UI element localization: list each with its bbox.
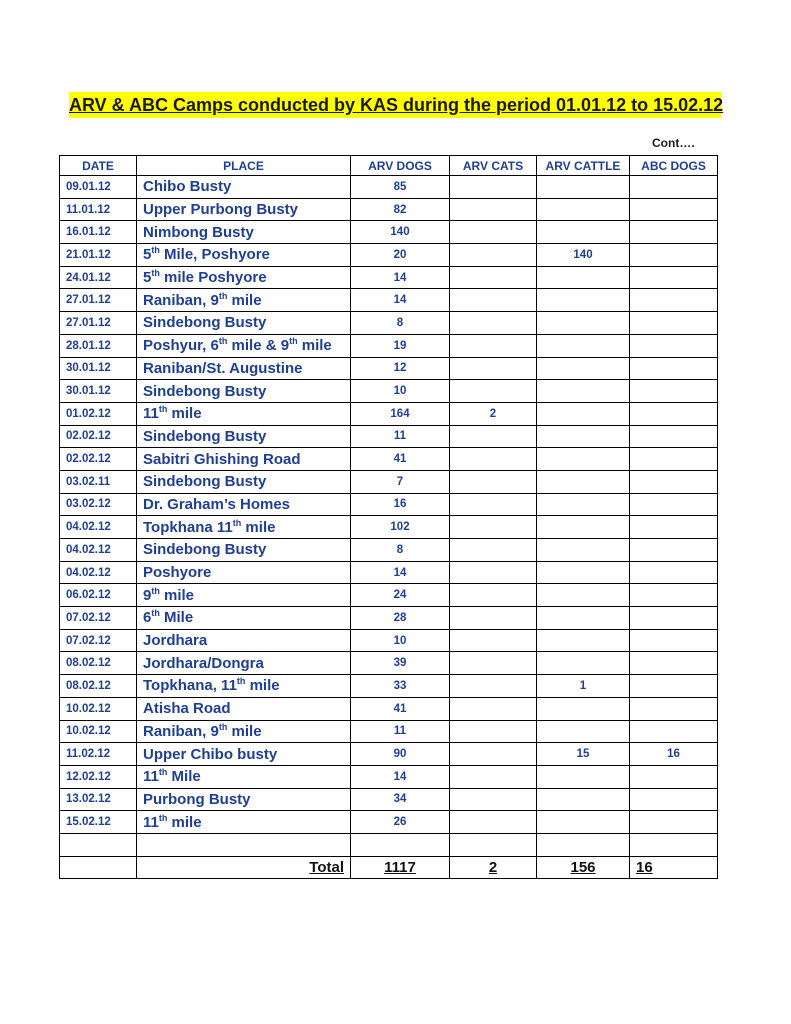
arv-cattle-cell [537,176,630,199]
place-cell [137,198,351,221]
arv-cats-cell [450,765,537,788]
table-row [60,266,718,289]
abc-dogs-cell [630,516,718,539]
arv-cattle-cell [537,312,630,335]
place-cell [137,652,351,675]
abc-dogs-cell [630,811,718,834]
arv-dogs-cell: 12 [351,357,450,380]
arv-dogs-cell: 82 [351,198,450,221]
table-row [60,312,718,335]
place-cell [137,539,351,562]
date-cell: 13.02.12 [60,788,137,811]
date-cell: 04.02.12 [60,516,137,539]
arv-dogs-cell: 28 [351,607,450,630]
place-cell [137,470,351,493]
place-text: mile [227,291,262,309]
arv-cats-cell [450,675,537,698]
arv-cats-cell [450,493,537,516]
place-text: mile & 9 [227,337,290,355]
header-arv-cattle: ARV CATTLE [537,156,630,176]
arv-cattle-cell [537,198,630,221]
arv-cats-cell [450,539,537,562]
abc-dogs-cell [630,402,718,425]
table-row [60,221,718,244]
place-text: mile [241,518,276,536]
date-cell: 08.02.12 [60,652,137,675]
place-cell [137,743,351,766]
arv-cattle-cell: 1 [537,675,630,698]
arv-cattle-cell [537,584,630,607]
arv-cattle-cell [537,629,630,652]
place-text: Atisha Road [143,700,231,718]
date-cell: 07.02.12 [60,607,137,630]
place-cell [137,334,351,357]
table-row [60,811,718,834]
arv-cats-cell [450,788,537,811]
camps-table [59,155,718,879]
place-text: Sindebong Busty [143,541,267,559]
place-cell [137,584,351,607]
arv-cats-cell [450,176,537,199]
table-row [60,425,718,448]
place-text: Jordhara/Dongra [143,654,264,672]
arv-cattle-cell [537,607,630,630]
date-cell: 30.01.12 [60,357,137,380]
arv-dogs-cell: 39 [351,652,450,675]
abc-dogs-cell [630,425,718,448]
date-cell: 27.01.12 [60,289,137,312]
ordinal-suffix: th [236,676,246,687]
place-text: Topkhana, 11 [143,677,237,695]
arv-cats-cell [450,289,537,312]
place-text: Nimbong Busty [143,223,254,241]
total-abc-dogs: 16 [630,856,718,878]
arv-dogs-cell: 26 [351,811,450,834]
date-cell: 06.02.12 [60,584,137,607]
ordinal-suffix: th [232,517,242,528]
place-cell [137,402,351,425]
place-text: Sindebong Busty [143,473,267,491]
abc-dogs-cell [630,448,718,471]
table-row [60,539,718,562]
place-text: Raniban, 9 [143,291,219,309]
place-cell [137,448,351,471]
date-cell: 30.01.12 [60,380,137,403]
arv-cattle-cell [537,357,630,380]
arv-dogs-cell: 19 [351,334,450,357]
date-cell: 02.02.12 [60,425,137,448]
abc-dogs-cell [630,652,718,675]
place-cell [137,516,351,539]
arv-cats-cell [450,244,537,267]
date-cell: 21.01.12 [60,244,137,267]
table-row [60,629,718,652]
date-cell: 01.02.12 [60,402,137,425]
date-cell: 28.01.12 [60,334,137,357]
arv-dogs-cell: 8 [351,312,450,335]
place-text: 11 [143,405,159,423]
arv-cats-cell [450,470,537,493]
place-text: Sabitri Ghishing Road [143,450,301,468]
arv-dogs-cell: 11 [351,425,450,448]
table-row [60,765,718,788]
arv-dogs-cell: 10 [351,629,450,652]
arv-cats-cell [450,380,537,403]
table-row [60,516,718,539]
arv-dogs-cell: 14 [351,765,450,788]
place-text: mile [227,722,262,740]
arv-cats-cell [450,357,537,380]
table-row [60,561,718,584]
total-arv-cats: 2 [450,856,537,878]
arv-cattle-cell [537,470,630,493]
arv-cats-cell [450,266,537,289]
arv-dogs-cell: 16 [351,493,450,516]
header-arv-dogs: ARV DOGS [351,156,450,176]
arv-cattle-cell [537,539,630,562]
arv-cats-cell [450,312,537,335]
arv-dogs-cell: 24 [351,584,450,607]
arv-dogs-cell: 140 [351,221,450,244]
table-row [60,198,718,221]
arv-cats-cell [450,697,537,720]
date-cell: 04.02.12 [60,561,137,584]
ordinal-suffix: th [158,404,168,415]
arv-dogs-cell: 33 [351,675,450,698]
abc-dogs-cell [630,607,718,630]
place-text: mile [297,337,332,355]
place-cell [137,289,351,312]
place-text: Chibo Busty [143,178,232,196]
header-date: DATE [60,156,137,176]
ordinal-suffix: th [158,812,168,823]
arv-cattle-cell: 15 [537,743,630,766]
place-text: Raniban/St. Augustine [143,359,303,377]
abc-dogs-cell [630,561,718,584]
place-text: Mile [167,768,201,786]
date-cell: 11.02.12 [60,743,137,766]
arv-cattle-cell [537,765,630,788]
abc-dogs-cell [630,697,718,720]
abc-dogs-cell [630,266,718,289]
table-row [60,697,718,720]
abc-dogs-cell [630,765,718,788]
arv-cattle-cell [537,289,630,312]
date-cell: 04.02.12 [60,539,137,562]
abc-dogs-cell [630,334,718,357]
table-row [60,743,718,766]
arv-cats-cell [450,221,537,244]
arv-cats-cell [450,425,537,448]
ordinal-suffix: th [218,336,228,347]
ordinal-suffix: th [151,245,160,256]
arv-dogs-cell: 8 [351,539,450,562]
place-cell [137,629,351,652]
date-cell: 09.01.12 [60,176,137,199]
arv-cattle-cell [537,561,630,584]
arv-cattle-cell [537,833,630,856]
arv-dogs-cell: 14 [351,289,450,312]
arv-cattle-cell [537,720,630,743]
place-cell [137,425,351,448]
abc-dogs-cell [630,788,718,811]
date-cell: 08.02.12 [60,675,137,698]
arv-cats-cell [450,629,537,652]
date-cell: 03.02.11 [60,470,137,493]
place-cell [137,720,351,743]
abc-dogs-cell [630,470,718,493]
abc-dogs-cell [630,380,718,403]
abc-dogs-cell [630,675,718,698]
arv-cattle-cell [537,266,630,289]
arv-cattle-cell [537,334,630,357]
place-text: Topkhana 11 [143,518,233,536]
place-cell [137,380,351,403]
place-cell [137,244,351,267]
place-text: mile [167,405,202,423]
total-label: Total [137,856,351,878]
arv-cats-cell [450,584,537,607]
place-cell [137,357,351,380]
place-cell [137,561,351,584]
arv-cattle-cell [537,221,630,244]
table-row [60,720,718,743]
place-text: 11 [143,768,159,786]
arv-cats-cell [450,561,537,584]
ordinal-suffix: th [289,336,298,347]
abc-dogs-cell: 16 [630,743,718,766]
table-row [60,289,718,312]
table-row [60,357,718,380]
place-text: Jordhara [143,632,208,650]
ordinal-suffix: th [158,767,168,778]
arv-cattle-cell [537,402,630,425]
ordinal-suffix: th [151,585,160,596]
arv-cattle-cell [537,652,630,675]
arv-cattle-cell [537,697,630,720]
place-cell [137,675,351,698]
header-abc-dogs: ABC DOGS [630,156,718,176]
table-row [60,176,718,199]
place-text: mile [245,677,280,695]
place-text: Mile, Poshyore [159,246,270,264]
arv-cattle-cell [537,380,630,403]
arv-dogs-cell: 20 [351,244,450,267]
arv-cats-cell [450,516,537,539]
place-text: Sindebong Busty [143,427,267,445]
table-row [60,380,718,403]
arv-cattle-cell: 140 [537,244,630,267]
abc-dogs-cell [630,629,718,652]
abc-dogs-cell [630,493,718,516]
date-cell: 02.02.12 [60,448,137,471]
arv-cats-cell [450,811,537,834]
ordinal-suffix: th [151,608,160,619]
place-cell [137,221,351,244]
place-text: Upper Purbong Busty [143,201,299,219]
place-cell [137,788,351,811]
table-row [60,448,718,471]
arv-cats-cell: 2 [450,402,537,425]
total-row [60,856,718,878]
abc-dogs-cell [630,833,718,856]
abc-dogs-cell [630,244,718,267]
place-cell [137,833,351,856]
abc-dogs-cell [630,312,718,335]
table-row [60,334,718,357]
arv-cats-cell [450,448,537,471]
place-text: 5 [143,269,152,287]
table-row [60,584,718,607]
place-text: mile [167,813,202,831]
arv-dogs-cell: 90 [351,743,450,766]
place-text: Upper Chibo busty [143,745,278,763]
place-text: 6 [143,609,152,627]
place-text: mile Poshyore [159,269,267,287]
header-arv-cats: ARV CATS [450,156,537,176]
place-text: Dr. Graham’s Homes [143,495,291,513]
arv-dogs-cell: 7 [351,470,450,493]
place-text: Mile [159,609,194,627]
date-cell: 11.01.12 [60,198,137,221]
arv-cattle-cell [537,425,630,448]
arv-dogs-cell: 34 [351,788,450,811]
table-row [60,470,718,493]
abc-dogs-cell [630,289,718,312]
arv-cats-cell [450,334,537,357]
ordinal-suffix: th [151,268,160,279]
arv-cattle-cell [537,788,630,811]
date-cell: 12.02.12 [60,765,137,788]
ordinal-suffix: th [218,290,228,301]
ordinal-suffix: th [218,721,228,732]
arv-dogs-cell: 164 [351,402,450,425]
date-cell [60,833,137,856]
place-cell [137,607,351,630]
abc-dogs-cell [630,198,718,221]
table-row [60,402,718,425]
place-text: 9 [143,586,152,604]
date-cell: 24.01.12 [60,266,137,289]
arv-dogs-cell: 14 [351,266,450,289]
place-text: Raniban, 9 [143,722,219,740]
arv-cattle-cell [537,516,630,539]
continued-note: Cont…. [652,136,695,150]
arv-cats-cell [450,607,537,630]
date-cell: 16.01.12 [60,221,137,244]
arv-dogs-cell [351,833,450,856]
place-text: mile [159,586,195,604]
table-row [60,607,718,630]
arv-dogs-cell: 102 [351,516,450,539]
place-text: Purbong Busty [143,790,251,808]
arv-cats-cell [450,198,537,221]
table-row [60,652,718,675]
arv-cats-cell [450,720,537,743]
table-row [60,244,718,267]
place-cell [137,312,351,335]
arv-cats-cell [450,652,537,675]
header-place: PLACE [137,156,351,176]
arv-cattle-cell [537,448,630,471]
arv-dogs-cell: 11 [351,720,450,743]
place-text: Poshyore [143,564,212,582]
arv-dogs-cell: 14 [351,561,450,584]
place-text: Sindebong Busty [143,382,267,400]
place-cell [137,266,351,289]
date-cell: 15.02.12 [60,811,137,834]
date-cell: 03.02.12 [60,493,137,516]
arv-dogs-cell: 41 [351,697,450,720]
abc-dogs-cell [630,357,718,380]
place-cell [137,176,351,199]
arv-cattle-cell [537,493,630,516]
header-row [60,156,718,176]
table-row [60,833,718,856]
total-arv-dogs: 1117 [351,856,450,878]
date-cell: 07.02.12 [60,629,137,652]
place-text: 5 [143,246,152,264]
document-title: ARV & ABC Camps conducted by KAS during the period 01.01.12 to 15.02.12 [69,92,721,118]
place-cell [137,493,351,516]
abc-dogs-cell [630,584,718,607]
arv-dogs-cell: 41 [351,448,450,471]
arv-cattle-cell [537,811,630,834]
abc-dogs-cell [630,539,718,562]
date-cell: 10.02.12 [60,697,137,720]
abc-dogs-cell [630,221,718,244]
total-arv-cattle: 156 [537,856,630,878]
place-cell [137,697,351,720]
place-cell [137,765,351,788]
arv-cats-cell [450,833,537,856]
arv-cats-cell [450,743,537,766]
abc-dogs-cell [630,720,718,743]
total-spacer [60,856,137,878]
place-cell [137,811,351,834]
table-row [60,675,718,698]
table-row [60,493,718,516]
arv-dogs-cell: 10 [351,380,450,403]
place-text: 11 [143,813,159,831]
date-cell: 10.02.12 [60,720,137,743]
table-row [60,788,718,811]
arv-dogs-cell: 85 [351,176,450,199]
place-text: Poshyur, 6 [143,337,219,355]
abc-dogs-cell [630,176,718,199]
date-cell: 27.01.12 [60,312,137,335]
place-text: Sindebong Busty [143,314,267,332]
